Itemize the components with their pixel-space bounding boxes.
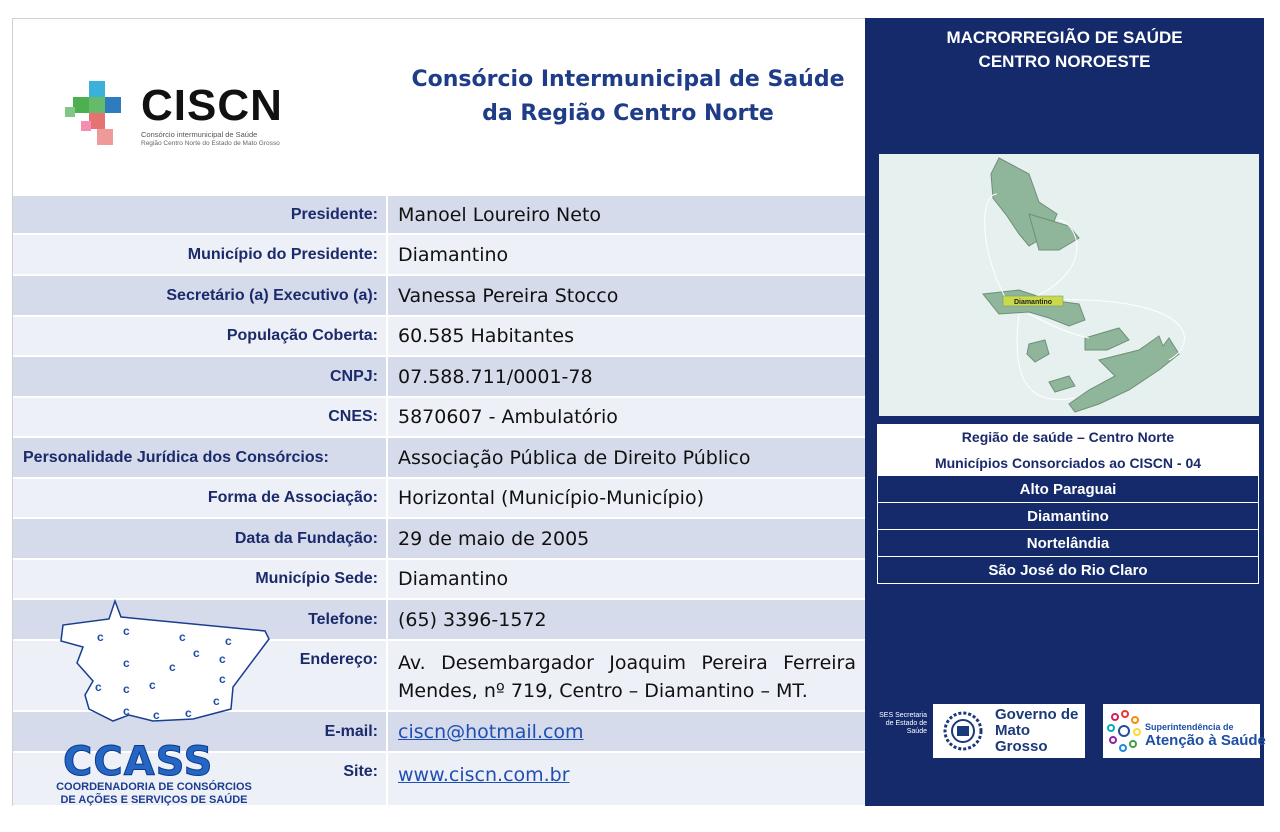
row-value: Manoel Loureiro Neto bbox=[398, 203, 602, 226]
logo-subtitle-region: Região Centro Norte do Estado de Mato Grosso bbox=[141, 140, 280, 147]
left-panel bbox=[12, 18, 865, 806]
svg-text:c: c bbox=[219, 652, 226, 666]
sas-text-line1: Superintendência de bbox=[1145, 722, 1234, 732]
page-title-line2: da Região Centro Norte bbox=[482, 101, 774, 126]
row-label: Data da Fundação: bbox=[13, 519, 388, 558]
row-label: Endereço: bbox=[13, 641, 388, 710]
table-row bbox=[13, 519, 866, 560]
mato-grosso-map-icon bbox=[43, 597, 283, 737]
row-label: E-mail: bbox=[13, 712, 388, 751]
row-value: 29 de maio de 2005 bbox=[398, 527, 590, 550]
table-row bbox=[13, 560, 866, 600]
row-value bbox=[388, 753, 866, 805]
svg-text:c: c bbox=[153, 708, 160, 722]
row-label: Município Sede: bbox=[13, 560, 388, 598]
sas-text-line2: Atenção à Saúde bbox=[1145, 732, 1266, 749]
ses-label: SES Secretaria de Estado de Saúde bbox=[879, 712, 927, 735]
ciscn-logo bbox=[61, 77, 301, 157]
macro-title-line2: CENTRO NOROESTE bbox=[978, 52, 1151, 71]
table-row bbox=[13, 276, 866, 317]
svg-text:c: c bbox=[179, 630, 186, 644]
page-title-line1: Consórcio Intermunicipal de Saúde bbox=[411, 67, 845, 92]
row-value: 07.588.711/0001-78 bbox=[398, 365, 593, 388]
row-label: CNPJ: bbox=[13, 357, 388, 396]
region-subtitle: Municípios Consorciados ao CISCN - 04 bbox=[934, 455, 1202, 471]
ccass-logo bbox=[23, 597, 283, 809]
row-value: 5870607 - Ambulatório bbox=[398, 406, 618, 428]
row-label: Presidente: bbox=[13, 196, 388, 233]
logo-title: CISCN bbox=[141, 81, 283, 130]
svg-text:c: c bbox=[97, 630, 104, 644]
svg-text:c: c bbox=[169, 660, 176, 674]
row-label: População Coberta: bbox=[13, 317, 388, 355]
svg-text:c: c bbox=[123, 624, 130, 638]
macro-title-line1: MACRORREGIÃO DE SAÚDE bbox=[946, 28, 1183, 47]
row-value: Diamantino bbox=[398, 243, 509, 266]
svg-text:c: c bbox=[219, 672, 226, 686]
row-value: Av. Desembargador Joaquim Pereira Ferreira Mendes, nº 719, Centro – Diamantino – MT. bbox=[398, 652, 856, 702]
table-row bbox=[13, 479, 866, 519]
row-value: Vanessa Pereira Stocco bbox=[398, 284, 619, 307]
list-item: Nortelândia bbox=[877, 529, 1259, 557]
table-row bbox=[13, 196, 866, 235]
table-row bbox=[13, 357, 866, 398]
table-row bbox=[13, 398, 866, 438]
site-link[interactable]: www.ciscn.com.br bbox=[398, 764, 570, 786]
row-label: Site: bbox=[13, 753, 388, 805]
ccass-title: CCASS bbox=[63, 739, 214, 785]
macro-region-title bbox=[865, 26, 1264, 74]
region-map bbox=[879, 154, 1259, 416]
row-value bbox=[388, 712, 866, 751]
email-link[interactable]: ciscn@hotmail.com bbox=[398, 720, 584, 743]
region-info-box bbox=[877, 424, 1259, 476]
svg-text:c: c bbox=[193, 646, 200, 660]
list-item: São José do Rio Claro bbox=[877, 556, 1259, 584]
page-title bbox=[403, 63, 853, 131]
row-label: Forma de Associação: bbox=[13, 479, 388, 517]
svg-text:c: c bbox=[213, 694, 220, 708]
municipios-list bbox=[877, 476, 1259, 584]
coat-of-arms-icon bbox=[935, 704, 991, 758]
region-map-image bbox=[879, 154, 1259, 416]
svg-text:c: c bbox=[123, 704, 130, 718]
ccass-subtitle: COORDENADORIA DE CONSÓRCIOS bbox=[56, 781, 252, 793]
row-label: Secretário (a) Executivo (a): bbox=[13, 276, 388, 315]
gov-mt-text: Governo de Mato Grosso bbox=[995, 706, 1079, 755]
list-item: Diamantino bbox=[877, 502, 1259, 530]
map-label: Diamantino bbox=[1013, 299, 1053, 306]
svg-text:c: c bbox=[149, 678, 156, 692]
right-panel bbox=[865, 18, 1264, 806]
region-title: Região de saúde – Centro Norte bbox=[961, 429, 1175, 445]
table-row bbox=[13, 317, 866, 357]
row-label: Telefone: bbox=[13, 600, 388, 639]
row-label: CNES: bbox=[13, 398, 388, 436]
row-value: Diamantino bbox=[398, 568, 509, 590]
logo-subtitle: Consórcio intermunicipal de Saúde bbox=[141, 130, 258, 139]
svg-text:c: c bbox=[95, 680, 102, 694]
slide bbox=[12, 18, 1264, 806]
svg-text:c: c bbox=[123, 682, 130, 696]
row-value: 60.585 Habitantes bbox=[398, 325, 574, 347]
svg-text:c: c bbox=[225, 634, 232, 648]
svg-text:c: c bbox=[123, 656, 130, 670]
table-row bbox=[13, 438, 866, 479]
gov-mt-logo bbox=[933, 704, 1085, 758]
sas-logo bbox=[1103, 704, 1266, 758]
puzzle-icon bbox=[61, 77, 141, 157]
svg-text:c: c bbox=[185, 706, 192, 720]
row-label: Personalidade Jurídica dos Consórcios: bbox=[13, 438, 388, 477]
sas-dots-icon bbox=[1105, 704, 1145, 758]
row-value: (65) 3396-1572 bbox=[398, 608, 547, 631]
row-value: Horizontal (Município-Município) bbox=[398, 487, 704, 509]
table-row bbox=[13, 235, 866, 276]
list-item: Alto Paraguai bbox=[877, 475, 1259, 503]
ccass-subtitle-2: DE AÇÕES E SERVIÇOS DE SAÚDE bbox=[60, 794, 248, 806]
row-value: Associação Pública de Direito Público bbox=[398, 446, 751, 469]
row-label: Município do Presidente: bbox=[13, 235, 388, 274]
